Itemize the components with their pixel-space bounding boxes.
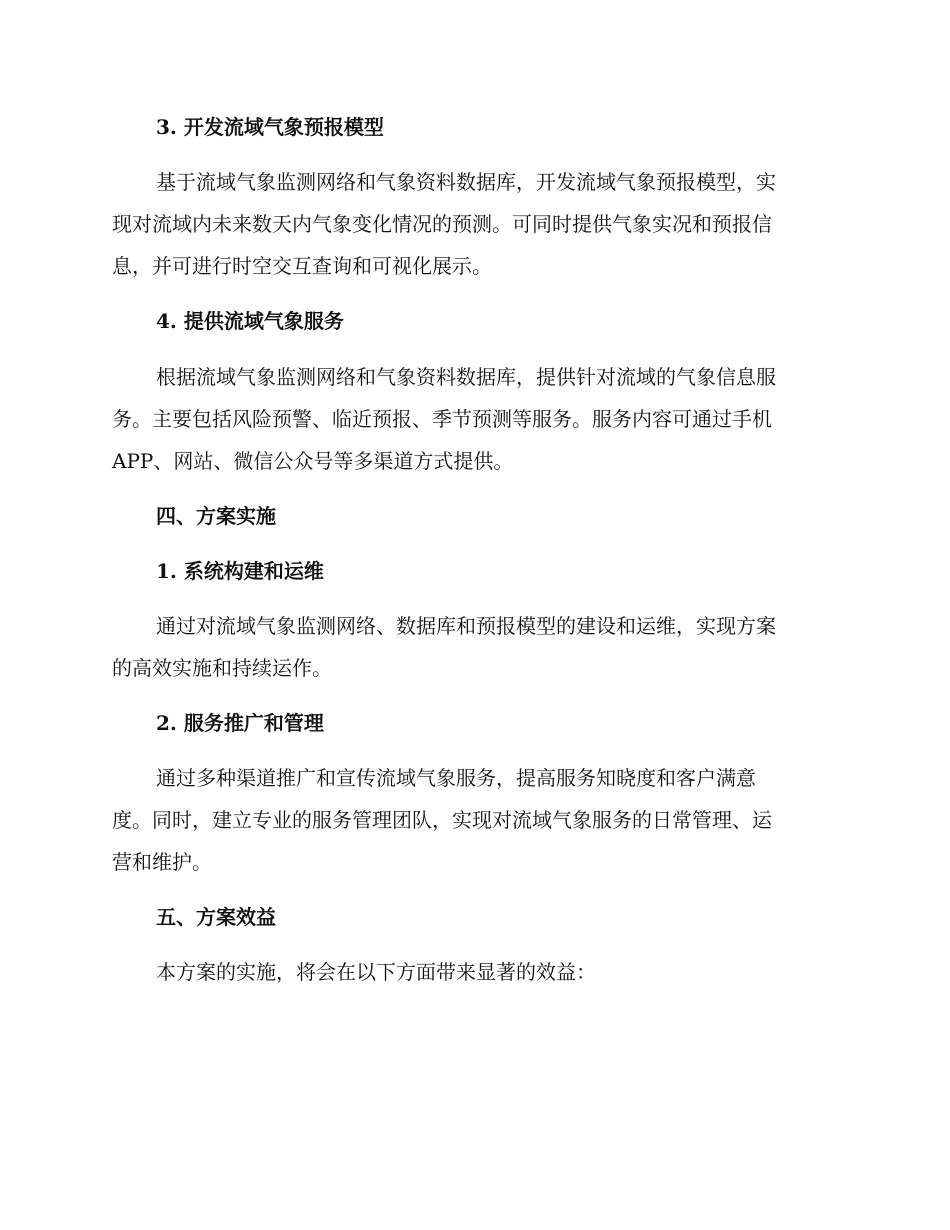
paragraph-line: 务。主要包括风险预警、临近预报、季节预测等服务。服务内容可通过手机 xyxy=(112,407,772,431)
chapter-heading-benefits: 五、方案效益 xyxy=(156,905,276,929)
chapter-heading-implementation: 四、方案实施 xyxy=(156,504,276,528)
paragraph-line: 通过多种渠道推广和宣传流域气象服务，提高服务知晓度和客户满意 xyxy=(156,766,756,790)
section-heading-service-promotion: 2. 服务推广和管理 xyxy=(156,711,324,735)
paragraph-line: 度。同时，建立专业的服务管理团队，实现对流域气象服务的日常管理、运 xyxy=(112,808,772,832)
paragraph-line: APP、网站、微信公众号等多渠道方式提供。 xyxy=(112,449,514,473)
section-heading-weather-service: 4. 提供流域气象服务 xyxy=(156,309,344,333)
paragraph-line: 通过对流域气象监测网络、数据库和预报模型的建设和运维，实现方案 xyxy=(156,614,776,638)
paragraph-line: 基于流域气象监测网络和气象资料数据库，开发流域气象预报模型，实 xyxy=(156,170,776,194)
paragraph-line: 本方案的实施，将会在以下方面带来显著的效益： xyxy=(156,960,596,984)
paragraph-line: 现对流域内未来数天内气象变化情况的预测。可同时提供气象实况和预报信 xyxy=(112,212,772,236)
paragraph-line: 息，并可进行时空交互查询和可视化展示。 xyxy=(112,254,492,278)
paragraph-line: 营和维护。 xyxy=(112,850,212,874)
paragraph-line: 根据流域气象监测网络和气象资料数据库，提供针对流域的气象信息服 xyxy=(156,365,776,389)
paragraph-line: 的高效实施和持续运作。 xyxy=(112,656,332,680)
section-heading-system-build: 1. 系统构建和运维 xyxy=(156,559,324,583)
section-heading-forecast-model: 3. 开发流域气象预报模型 xyxy=(156,115,384,139)
